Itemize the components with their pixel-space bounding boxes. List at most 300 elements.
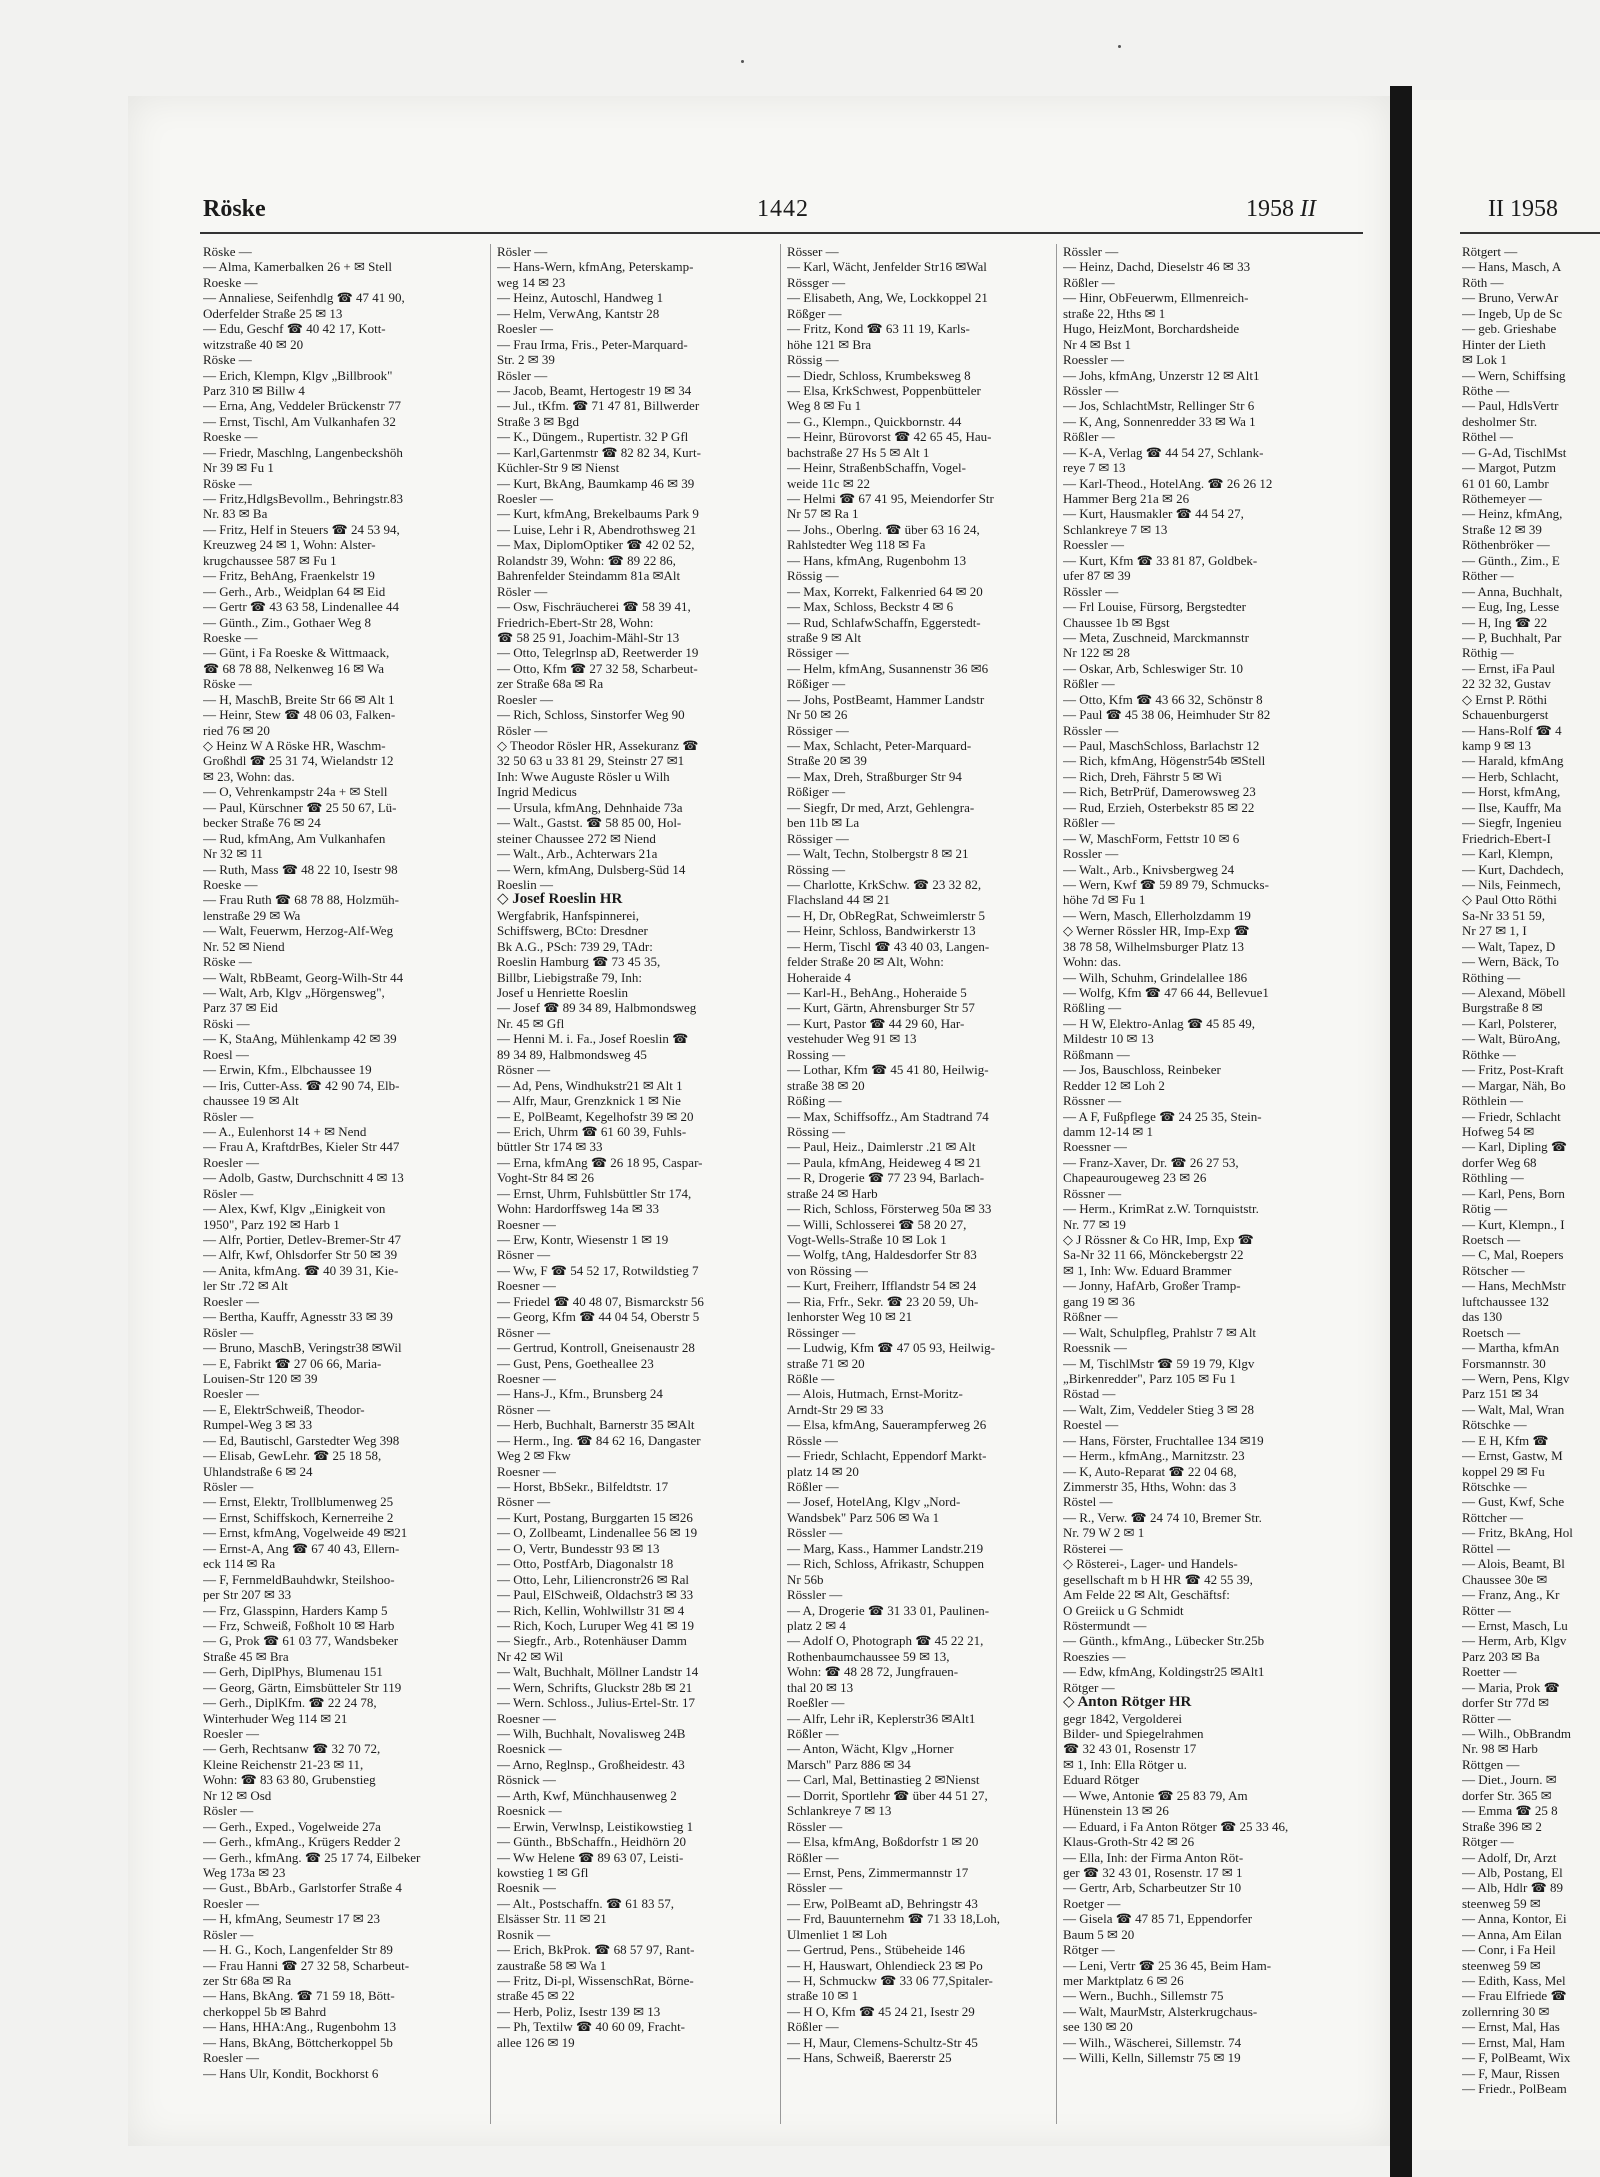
directory-entry-line: — Iris, Cutter-Ass. ☎ 42 90 74, Elb-: [203, 1077, 400, 1093]
header-rule: [200, 232, 1363, 234]
directory-entry-line: — Ernst, iFa Paul: [1462, 660, 1556, 676]
directory-entry-line: straße 45 ✉ 22: [497, 1988, 575, 2004]
directory-entry-line: Parz 151 ✉ 34: [1462, 1386, 1539, 1402]
directory-entry-line: — C, Mal, Roepers: [1462, 1247, 1564, 1263]
directory-entry-line: Nr. 77 ✉ 19: [1063, 1216, 1126, 1232]
directory-entry-line: — Horst, BbSekr., Bilfeldtstr. 17: [497, 1479, 669, 1494]
directory-entry-line: — Franz, Ang., Kr: [1462, 1587, 1560, 1603]
directory-entry-line: — Willi, Kelln, Sillemstr 75 ✉ 19: [1063, 2050, 1241, 2066]
directory-entry-line: Hammer Berg 21a ✉ 26: [1063, 491, 1190, 506]
directory-entry-line: — A F, Fußpflege ☎ 24 25 35, Stein-: [1063, 1108, 1262, 1124]
directory-entry-line: — Paul, MaschSchloss, Barlachstr 12: [1063, 738, 1260, 753]
directory-entry-line: — Herm, Tischl ☎ 43 40 03, Langen-: [787, 938, 990, 954]
directory-entry-line: ◇ J Rössner & Co HR, Imp, Exp ☎: [1063, 1232, 1254, 1247]
directory-entry-line: ☎ 68 78 88, Nelkenweg 16 ✉ Wa: [203, 660, 385, 676]
directory-entry-line: — Ernst, Mal, Has: [1462, 2019, 1560, 2035]
directory-entry-line: — Alma, Kamerbalken 26 + ✉ Stell: [203, 259, 392, 275]
directory-entry-line: Oderfelder Straße 25 ✉ 13: [203, 305, 343, 321]
directory-entry-line: — Friedel ☎ 40 48 07, Bismarckstr 56: [497, 1293, 704, 1309]
directory-entry-line: Rössler —: [787, 1880, 843, 1896]
directory-entry-line: — Horst, kfmAng,: [1462, 784, 1561, 800]
directory-entry-line: Nr 4 ✉ Bst 1: [1063, 336, 1131, 352]
directory-entry-line: — Erwin, Verwlnsp, Leistikowstieg 1: [497, 1818, 694, 1834]
directory-entry-line: Röthlein —: [1462, 1093, 1524, 1109]
directory-entry-line: — Walt., Arb., Knivsbergweg 24: [1063, 861, 1235, 877]
directory-entry-line: koppel 29 ✉ Fu: [1462, 1463, 1545, 1479]
directory-entry-line: straße 24 ✉ Harb: [787, 1185, 878, 1201]
directory-entry-line: Rossing —: [787, 1046, 846, 1062]
directory-entry-line: ☎ 58 25 91, Joachim-Mähl-Str 13: [497, 629, 680, 645]
directory-entry-line: Röthemeyer —: [1462, 491, 1542, 506]
directory-entry-line: — Annaliese, Seifenhdlg ☎ 47 41 90,: [203, 290, 405, 306]
directory-entry-line: — Karl, Pens, Born: [1462, 1185, 1565, 1201]
directory-entry-line: Rößler —: [787, 1726, 839, 1741]
directory-entry-line: — Herm., kfmAng., Marnitzstr. 23: [1063, 1448, 1245, 1464]
directory-entry-line: Rösnick —: [497, 1772, 556, 1788]
directory-entry-line: — Walt, Zim, Veddeler Stieg 3 ✉ 28: [1063, 1401, 1254, 1417]
directory-entry-line: — R, Drogerie ☎ 77 23 94, Barlach-: [787, 1170, 985, 1186]
directory-entry-line: Parz 310 ✉ Billw 4: [203, 382, 305, 398]
directory-entry-line: — Oskar, Arb, Schleswiger Str. 10: [1063, 660, 1244, 676]
directory-entry-line: — Rich, Kellin, Wohlwillstr 31 ✉ 4: [497, 1602, 685, 1618]
directory-entry-line: Bahrenfelder Steindamm 81a ✉Alt: [497, 568, 681, 584]
directory-entry-line: Roessnik —: [1063, 1340, 1127, 1356]
directory-entry-line: Rösner —: [497, 1247, 551, 1263]
directory-entry-line: — Günth., kfmAng., Lübecker Str.25b: [1063, 1633, 1265, 1649]
directory-entry-line: — Walt, Mal, Wran: [1462, 1401, 1565, 1417]
directory-entry-line: — Rich, BetrPrüf, Damerowsweg 23: [1063, 784, 1256, 800]
directory-entry-line: — Siegfr, Ingenieu: [1462, 815, 1562, 831]
directory-entry-line: ◇ Anton Rötger HR: [1063, 1694, 1192, 1711]
directory-entry-line: per Str 207 ✉ 33: [203, 1587, 292, 1603]
directory-entry-line: — Herm., KrimRat z.W. Tornquiststr.: [1063, 1201, 1259, 1217]
directory-entry-line: — Karl, Klempn,: [1462, 846, 1553, 862]
directory-entry-line: Rösner —: [497, 1324, 551, 1340]
directory-entry-line: — Gerh., DiplKfm. ☎ 22 24 78,: [203, 1695, 377, 1711]
directory-entry-line: Rössler —: [787, 1587, 843, 1603]
directory-entry-line: — Otto, Lehr, Liliencronstr26 ✉ Ral: [497, 1571, 689, 1587]
directory-entry-line: — Ed, Bautischl, Garstedter Weg 398: [203, 1432, 400, 1448]
directory-entry-line: Roeszies —: [1063, 1648, 1126, 1664]
directory-entry-line: — Anna, Buchhalt,: [1462, 583, 1563, 599]
directory-entry-line: — Hans-Wern, kfmAng, Peterskamp-: [497, 259, 694, 275]
directory-entry-line: — G-Ad, TischlMst: [1462, 444, 1567, 460]
directory-entry-line: Schlankreye 7 ✉ 13: [787, 1803, 892, 1819]
directory-entry-line: Rösler —: [203, 1803, 254, 1819]
directory-entry-line: — Karl-Theod., HotelAng. ☎ 26 26 12: [1063, 475, 1273, 491]
directory-entry-line: thal 20 ✉ 13: [787, 1679, 854, 1695]
directory-entry-line: Rössner —: [1063, 1093, 1122, 1109]
directory-entry-line: — Erich, Klempn, Klgv „Billbrook": [203, 367, 393, 383]
directory-entry-line: Nr 12 ✉ Osd: [203, 1787, 272, 1803]
directory-entry-line: — Paul, Heiz., Daimlerstr .21 ✉ Alt: [787, 1139, 976, 1155]
directory-entry-line: lenhorster Weg 10 ✉ 21: [787, 1309, 913, 1325]
directory-entry-line: — Eduard, i Fa Anton Rötger ☎ 25 33 46,: [1063, 1818, 1289, 1834]
directory-entry-line: — Otto, PostfArb, Diagonalstr 18: [497, 1556, 674, 1572]
directory-entry-line: Röske —: [203, 352, 252, 368]
directory-entry-line: straße 22, Hths ✉ 1: [1063, 305, 1166, 321]
directory-entry-line: — K., Düngem., Rupertistr. 32 P Gfl: [497, 429, 689, 445]
directory-entry-line: — Johs., Oberlng. ☎ über 63 16 24,: [787, 521, 980, 537]
directory-entry-line: — Alb, Postang, El: [1462, 1864, 1563, 1880]
directory-entry-line: Schauenburgerst: [1462, 707, 1549, 723]
directory-entry-line: Röstad —: [1063, 1386, 1116, 1402]
directory-entry-line: Rössler —: [1063, 244, 1119, 259]
directory-entry-line: — Martha, kfmAn: [1462, 1340, 1560, 1356]
directory-entry-line: — Willi, Schlosserei ☎ 58 20 27,: [787, 1216, 967, 1232]
directory-entry-line: — Walt, Tapez, D: [1462, 938, 1556, 954]
directory-entry-line: Rötgert —: [1462, 244, 1518, 259]
directory-entry-line: — Frau Hanni ☎ 27 32 58, Scharbeut-: [203, 1957, 410, 1973]
directory-entry-line: Roesl —: [203, 1046, 249, 1062]
directory-entry-line: — Fritz, Kond ☎ 63 11 19, Karls-: [787, 321, 970, 337]
directory-entry-line: — O, Vehrenkampstr 24a + ✉ Stell: [203, 784, 388, 800]
directory-entry-line: — Frau Elfriede ☎: [1462, 1988, 1567, 2004]
directory-entry-line: — Friedr., PolBeam: [1462, 2081, 1567, 2097]
directory-entry-line: — geb. Grieshabe: [1462, 321, 1557, 337]
directory-entry-line: Hoheraide 4: [787, 969, 851, 985]
directory-entry-line: Rößler —: [787, 1479, 839, 1494]
directory-entry-line: Rötger —: [1063, 1679, 1115, 1695]
directory-entry-line: ◇ Theodor Rösler HR, Assekuranz ☎: [497, 738, 699, 753]
directory-entry-line: Zimmerstr 35, Hths, Wohn: das 3: [1063, 1479, 1237, 1494]
directory-entry-line: Roessner —: [1063, 1139, 1127, 1155]
directory-entry-line: vestehuder Weg 91 ✉ 13: [787, 1031, 917, 1047]
directory-entry-line: — Paula, kfmAng, Heideweg 4 ✉ 21: [787, 1154, 982, 1170]
directory-entry-line: — Paul, ElSchweiß, Oldachstr3 ✉ 33: [497, 1587, 694, 1603]
directory-entry-line: Weg 2 ✉ Fkw: [497, 1448, 571, 1464]
directory-entry-line: Straße 12 ✉ 39: [1462, 521, 1542, 537]
directory-entry-line: — Wilh, Schuhm, Grindelallee 186: [1063, 969, 1248, 985]
directory-entry-line: Rößler —: [787, 2019, 839, 2035]
directory-entry-line: — Walt, Feuerwm, Herzog-Alf-Weg: [203, 923, 394, 939]
directory-entry-line: — E, ElektrSchweiß, Theodor-: [203, 1401, 365, 1417]
directory-entry-line: — Wilh., ObBrandm: [1462, 1726, 1572, 1741]
directory-entry-line: höhe 121 ✉ Bra: [787, 336, 872, 352]
directory-entry-line: — H, Ing ☎ 22: [1462, 614, 1548, 630]
volume: II: [1300, 196, 1316, 222]
directory-entry-line: — K, Ang, Sonnenredder 33 ✉ Wa 1: [1063, 413, 1256, 429]
directory-entry-line: gang 19 ✉ 36: [1063, 1293, 1135, 1309]
directory-entry-line: — A, Drogerie ☎ 31 33 01, Paulinen-: [787, 1602, 990, 1618]
directory-entry-line: — Heinr, Stew ☎ 48 06 03, Falken-: [203, 707, 396, 723]
directory-entry-line: — E H, Kfm ☎: [1462, 1432, 1549, 1448]
directory-entry-line: reye 7 ✉ 13: [1063, 460, 1126, 476]
directory-entry-line: — Wolfg, tAng, Haldesdorfer Str 83: [787, 1247, 977, 1263]
directory-entry-line: — Wern, Masch, Ellerholzdamm 19: [1063, 907, 1251, 923]
directory-entry-line: — Wern. Schloss., Julius-Ertel-Str. 17: [497, 1695, 696, 1711]
directory-entry-line: — Bertha, Kauffr, Agnesstr 33 ✉ 39: [203, 1309, 393, 1325]
directory-entry-line: Röthenbröker —: [1462, 537, 1550, 553]
directory-entry-line: Nr 39 ✉ Fu 1: [203, 460, 274, 476]
directory-entry-line: — Ernst, Schiffskoch, Kernerreihe 2: [203, 1509, 394, 1525]
directory-entry-line: — Ernst, Tischl, Am Vulkanhafen 32: [203, 413, 396, 429]
directory-entry-line: — Hans, HHA:Ang., Rugenbohm 13: [203, 2019, 397, 2035]
directory-entry-line: — Gertrud, Pens., Stübeheide 146: [787, 1942, 966, 1958]
directory-entry-line: Röthing —: [1462, 969, 1521, 985]
directory-entry-line: — Hans, Masch, A: [1462, 259, 1562, 275]
directory-entry-line: Rössner —: [1063, 1185, 1122, 1201]
directory-entry-line: Rößing —: [787, 1093, 842, 1109]
directory-entry-line: — Friedr, Schlacht: [1462, 1108, 1561, 1124]
directory-entry-line: — Kurt, Pastor ☎ 44 29 60, Har-: [787, 1015, 965, 1031]
directory-entry-line: Am Felde 22 ✉ Alt, Geschäftsf:: [1063, 1587, 1230, 1603]
directory-entry-line: — Rich, Schloss, Försterweg 50a ✉ 33: [787, 1201, 992, 1217]
directory-entry-line: Röttgen —: [1462, 1756, 1520, 1772]
directory-entry-line: — Jonny, HafArb, Großer Tramp-: [1063, 1278, 1241, 1294]
directory-entry-line: „Birkenredder", Parz 105 ✉ Fu 1: [1063, 1370, 1236, 1386]
directory-entry-line: ger ☎ 32 43 01, Rosenstr. 17 ✉ 1: [1063, 1864, 1243, 1880]
directory-entry-line: Wohn: Hardorffsweg 14a ✉ 33: [497, 1201, 659, 1217]
directory-entry-line: Roesnick —: [497, 1741, 562, 1757]
directory-entry-line: — Heinz, kfmAng,: [1462, 506, 1563, 522]
directory-entry-line: Rößler —: [787, 1849, 839, 1865]
directory-entry-line: — Charlotte, KrkSchw. ☎ 23 32 82,: [787, 876, 982, 892]
directory-entry-line: Röthe —: [1462, 382, 1510, 398]
directory-entry-line: — Otto, Kfm ☎ 43 66 32, Schönstr 8: [1063, 691, 1263, 707]
directory-entry-line: Rössler —: [787, 1818, 843, 1834]
directory-entry-line: Straße 3 ✉ Bgd: [497, 413, 580, 429]
directory-entry-line: Rössler —: [787, 1525, 843, 1541]
directory-entry-line: Rosnik —: [497, 1926, 551, 1942]
directory-entry-line: Schiffswerg, BCto: Dresdner: [497, 923, 648, 939]
directory-entry-line: Großhdl ☎ 25 31 74, Wielandstr 12: [203, 753, 394, 769]
directory-entry-line: Rössing —: [787, 1123, 846, 1139]
directory-entry-line: — Conr, i Fa Heil: [1462, 1942, 1556, 1958]
directory-entry-line: steenweg 59 ✉: [1462, 1895, 1541, 1911]
directory-entry-line: Roesler —: [203, 1293, 259, 1309]
directory-entry-line: — Wern, Bäck, To: [1462, 954, 1559, 970]
directory-entry-line: — Fritz, Di-pl, WissenschRat, Börne-: [497, 1973, 694, 1988]
directory-entry-line: — Walt., Gastst. ☎ 58 85 00, Hol-: [497, 815, 682, 831]
directory-entry-line: Rahlstedter Weg 118 ✉ Fa: [787, 537, 926, 553]
directory-entry-line: — Max, Schloss, Beckstr 4 ✉ 6: [787, 599, 954, 615]
directory-entry-line: — Rud, kfmAng, Am Vulkanhafen: [203, 830, 386, 846]
directory-entry-line: — Maria, Prok ☎: [1462, 1679, 1560, 1695]
directory-entry-line: — Günt, i Fa Roeske & Wittmaack,: [203, 645, 390, 661]
directory-entry-line: — Frd, Bauunternehm ☎ 71 33 18,Loh,: [787, 1911, 1000, 1927]
directory-entry-line: Rötger —: [1063, 1942, 1115, 1958]
directory-entry-line: — Dorrit, Sportlehr ☎ über 44 51 27,: [787, 1787, 988, 1803]
directory-entry-line: — H, Maur, Clemens-Schultz-Str 45: [787, 2034, 978, 2050]
directory-entry-line: — Elisab, GewLehr. ☎ 25 18 58,: [203, 1448, 382, 1464]
directory-entry-line: — Max, Korrekt, Falkenried 64 ✉ 20: [787, 583, 983, 599]
column-divider: [780, 244, 781, 2124]
directory-entry-line: dorfer Str 77d ✉: [1462, 1695, 1550, 1711]
directory-entry-line: Rößiger —: [787, 676, 846, 692]
directory-entry-line: Rößner —: [1063, 1309, 1118, 1325]
directory-entry-line: Weg 173a ✉ 23: [203, 1864, 286, 1880]
directory-entry-line: ◇ Ernst P. Röthi: [1462, 691, 1548, 707]
directory-entry-line: — Anita, kfmAng. ☎ 40 39 31, Kie-: [203, 1262, 399, 1278]
directory-entry-line: gesellschaft m b H HR ☎ 42 55 39,: [1063, 1571, 1253, 1587]
directory-entry-line: — Fritz, BkAng, Hol: [1462, 1525, 1573, 1541]
directory-entry-line: Rößling —: [1063, 1000, 1122, 1016]
directory-entry-line: Rötig —: [1462, 1201, 1508, 1217]
directory-entry-line: — Georg, Kfm ☎ 44 04 54, Oberstr 5: [497, 1309, 700, 1325]
directory-entry-line: — Ria, Frfr., Sekr. ☎ 23 20 59, Uh-: [787, 1293, 979, 1309]
directory-entry-line: — Erwin, Kfm., Elbchaussee 19: [203, 1062, 372, 1078]
directory-entry-line: Schlankreye 7 ✉ 13: [1063, 521, 1168, 537]
directory-entry-line: — Adolf O, Photograph ☎ 45 22 21,: [787, 1633, 984, 1649]
directory-entry-line: Rösler —: [497, 722, 548, 738]
directory-entry-line: Rötschke —: [1462, 1479, 1527, 1494]
directory-entry-line: Roeslin Hamburg ☎ 73 45 35,: [497, 954, 661, 970]
directory-entry-line: zer Straße 68a ✉ Ra: [497, 676, 604, 692]
directory-entry-line: Rösler —: [497, 583, 548, 599]
directory-entry-line: — Bruno, VerwAr: [1462, 290, 1559, 306]
directory-entry-line: Röttcher —: [1462, 1509, 1524, 1525]
directory-entry-line: Roetsch —: [1462, 1232, 1521, 1247]
directory-entry-line: Rolandstr 39, Wohn: ☎ 89 22 86,: [497, 552, 676, 568]
directory-entry-line: damm 12-14 ✉ 1: [1063, 1123, 1153, 1139]
directory-entry-line: — Osw, Fischräucherei ☎ 58 39 41,: [497, 599, 691, 615]
directory-entry-line: — Alfr, Maur, Grenzknick 1 ✉ Nie: [497, 1093, 681, 1109]
directory-entry-line: — O, Vertr, Bundesstr 93 ✉ 13: [497, 1540, 660, 1556]
directory-entry-line: — Gerh., kfmAng. ☎ 25 17 74, Eilbeker: [203, 1849, 421, 1865]
directory-entry-line: — H O, Kfm ☎ 45 24 21, Isestr 29: [787, 2003, 975, 2019]
directory-entry-line: Baum 5 ✉ 20: [1063, 1926, 1135, 1942]
directory-entry-line: Wohn: ☎ 48 28 72, Jungfrauen-: [787, 1664, 959, 1680]
directory-entry-line: ◇ Werner Rössler HR, Imp-Exp ☎: [1063, 923, 1250, 939]
directory-entry-line: Roesler —: [203, 1726, 259, 1741]
directory-entry-line: 1950", Parz 192 ✉ Harb 1: [203, 1216, 340, 1232]
directory-entry-line: Roesler —: [203, 1386, 259, 1402]
directory-entry-line: — Heinz, Dachd, Dieselstr 46 ✉ 33: [1063, 259, 1251, 275]
directory-entry-line: — P, Buchhalt, Par: [1462, 629, 1562, 645]
directory-entry-line: — Ernst, Masch, Lu: [1462, 1617, 1568, 1633]
directory-entry-line: Roesler —: [203, 1895, 259, 1911]
directory-entry-line: — Arno, Reglnsp., Großheidestr. 43: [497, 1756, 685, 1772]
directory-entry-line: Rößler —: [1063, 274, 1115, 290]
directory-entry-line: — Margot, Putzm: [1462, 460, 1557, 476]
directory-entry-line: — Ludwig, Kfm ☎ 47 05 93, Heilwig-: [787, 1340, 995, 1356]
directory-entry-line: straße 38 ✉ 20: [787, 1077, 865, 1093]
directory-column-3: [787, 244, 1065, 2066]
directory-entry-line: Rössiger —: [787, 830, 849, 846]
directory-entry-line: — Rud, SchlafwSchaffn, Eggerstedt-: [787, 614, 981, 630]
directory-entry-line: — H, Dr, ObRegRat, Schweimlerstr 5: [787, 907, 986, 923]
directory-entry-line: Chaussee 1b ✉ Bgst: [1063, 614, 1170, 630]
directory-entry-line: — Harald, kfmAng: [1462, 753, 1564, 769]
directory-entry-line: — Kurt, Dachdech,: [1462, 861, 1564, 877]
directory-entry-line: — Rich, Schloss, Sinstorfer Weg 90: [497, 707, 685, 723]
directory-entry-line: chaussee 19 ✉ Alt: [203, 1093, 299, 1109]
directory-entry-line: ler Str .72 ✉ Alt: [203, 1278, 288, 1294]
directory-entry-line: Rötschke —: [1462, 1417, 1527, 1433]
directory-entry-line: — E, PolBeamt, Kegelhofstr 39 ✉ 20: [497, 1108, 694, 1124]
directory-entry-line: — Walt, Arb, Klgv „Hörgensweg",: [203, 985, 385, 1000]
directory-entry-line: — Wern, Schiffsing: [1462, 367, 1566, 383]
directory-entry-line: — Franz-Xaver, Dr. ☎ 26 27 53,: [1063, 1154, 1239, 1170]
directory-entry-line: zollernring 30 ✉: [1462, 2003, 1550, 2019]
directory-entry-line: Roetger —: [1063, 1895, 1121, 1911]
directory-entry-line: ufer 87 ✉ 39: [1063, 568, 1131, 584]
directory-entry-line: — Leni, Vertr ☎ 25 36 45, Beim Ham-: [1063, 1957, 1272, 1973]
directory-entry-line: Rösner —: [497, 1062, 551, 1078]
directory-entry-line: Inh: Wwe Auguste Rösler u Wilh: [497, 768, 670, 784]
directory-entry-line: — Ernst-A, Ang ☎ 67 40 43, Ellern-: [203, 1540, 400, 1556]
directory-entry-line: Rössler —: [1063, 583, 1119, 599]
directory-entry-line: Roestel —: [1063, 1417, 1119, 1433]
directory-entry-line: — Diet., Journ. ✉: [1462, 1772, 1557, 1788]
directory-entry-line: Straße 45 ✉ Bra: [203, 1648, 289, 1664]
directory-entry-line: Str. 2 ✉ 39: [497, 352, 555, 368]
directory-entry-line: Rößler —: [1063, 676, 1115, 692]
directory-entry-line: — Wilh, Buchhalt, Novalisweg 24B: [497, 1726, 686, 1741]
directory-entry-line: Küchler-Str 9 ✉ Nienst: [497, 460, 620, 476]
directory-entry-line: — Gertr, Arb, Scharbeutzer Str 10: [1063, 1880, 1242, 1896]
directory-entry-line: Rösler —: [203, 1185, 254, 1201]
directory-entry-line: Röske —: [203, 475, 252, 491]
directory-entry-line: Roesler —: [497, 691, 553, 707]
directory-entry-line: — Hans, BkAng. ☎ 71 59 18, Bött-: [203, 1988, 395, 2004]
directory-entry-line: Nr. 79 W 2 ✉ 1: [1063, 1525, 1145, 1541]
directory-entry-line: — Hans, Schweiß, Baererstr 25: [787, 2050, 952, 2066]
directory-entry-line: — Erw, PolBeamt aD, Behringstr 43: [787, 1895, 978, 1911]
directory-entry-line: straße 10 ✉ 1: [787, 1988, 859, 2004]
year-volume: [1246, 196, 1316, 226]
directory-entry-line: — Herb, Schlacht,: [1462, 768, 1559, 784]
directory-entry-line: 89 34 89, Halbmondsweg 45: [497, 1046, 647, 1062]
directory-entry-line: ◇ Josef Roeslin HR: [497, 891, 623, 908]
directory-entry-line: see 130 ✉ 20: [1063, 2019, 1133, 2035]
directory-entry-line: Roeske —: [203, 429, 258, 445]
directory-entry-line: — Fritz,HdlgsBevollm., Behringstr.83: [203, 491, 404, 506]
directory-entry-line: — Kurt, Klempn., I: [1462, 1216, 1565, 1232]
directory-entry-line: — Alb, Hdlr ☎ 89: [1462, 1880, 1564, 1896]
directory-entry-line: — Ursula, kfmAng, Dehnhaide 73a: [497, 799, 683, 815]
directory-entry-line: — Johs, PostBeamt, Hammer Landstr: [787, 691, 985, 707]
directory-entry-line: Röthig —: [1462, 645, 1514, 661]
directory-column-5: [1462, 244, 1600, 2097]
directory-entry-line: — Alfr, Lehr iR, Keplerstr36 ✉Alt1: [787, 1710, 976, 1726]
directory-entry-line: Röstel —: [1063, 1494, 1113, 1510]
directory-entry-line: — O, Zollbeamt, Lindenallee 56 ✉ 19: [497, 1525, 698, 1541]
directory-entry-line: Flachsland 44 ✉ 21: [787, 892, 890, 908]
directory-entry-line: — Wolfg, Kfm ☎ 47 66 44, Bellevue1: [1063, 985, 1269, 1000]
directory-entry-line: weide 11c ✉ 22: [787, 475, 870, 491]
directory-entry-line: ✉ 1, Inh: Ella Rötger u.: [1063, 1756, 1187, 1772]
directory-entry-line: — Hans, kfmAng, Rugenbohm 13: [787, 552, 967, 568]
directory-entry-line: — G., Klempn., Quickbornstr. 44: [787, 413, 962, 429]
directory-entry-line: — Alfr, Portier, Detlev-Bremer-Str 47: [203, 1232, 401, 1247]
directory-entry-line: — H, MaschB, Breite Str 66 ✉ Alt 1: [203, 691, 395, 707]
directory-entry-line: — Johs, kfmAng, Unzerstr 12 ✉ Alt1: [1063, 367, 1260, 383]
directory-entry-line: Rösler —: [497, 367, 548, 383]
directory-entry-line: — Paul ☎ 45 38 06, Heimhuder Str 82: [1063, 707, 1271, 723]
directory-entry-line: — Heinr, Schloss, Bandwirkerstr 13: [787, 923, 976, 939]
directory-entry-line: ◇ Paul Otto Röthi: [1462, 892, 1557, 908]
directory-entry-line: dorfer Weg 68: [1462, 1154, 1537, 1170]
directory-entry-line: Röther —: [1462, 568, 1514, 584]
directory-entry-line: Rösler —: [203, 1479, 254, 1494]
directory-entry-line: Roeßler —: [787, 1695, 845, 1711]
directory-entry-line: — Adolb, Gastw, Durchschnitt 4 ✉ 13: [203, 1170, 404, 1186]
directory-entry-line: platz 2 ✉ 4: [787, 1617, 846, 1633]
directory-entry-line: — Jos, Bauschloss, Reinbeker: [1063, 1062, 1221, 1078]
directory-entry-line: — F, FernmeldBauhdwkr, Steilshoo-: [203, 1571, 395, 1587]
directory-entry-line: Rößger —: [787, 305, 842, 321]
directory-entry-line: Rößler —: [1063, 429, 1115, 445]
directory-entry-line: — H, Schmuckw ☎ 33 06 77,Spitaler-: [787, 1973, 993, 1988]
header-rule-right: [1460, 232, 1600, 234]
directory-column-1: [203, 244, 481, 2081]
directory-entry-line: gegr 1842, Vergolderei: [1063, 1710, 1183, 1726]
page-number: 1442: [757, 196, 809, 222]
directory-entry-line: Rösler —: [203, 1108, 254, 1124]
directory-entry-line: Roesner —: [497, 1216, 556, 1232]
